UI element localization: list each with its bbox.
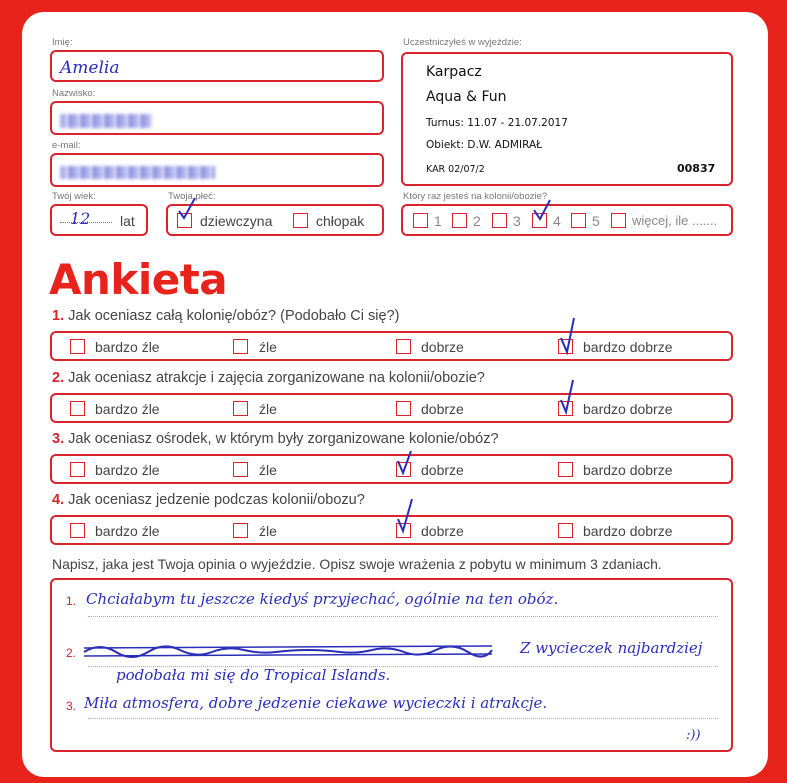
q1-option-very-bad: bardzo źle xyxy=(95,339,160,355)
q4-checkbox-very-good[interactable] xyxy=(558,523,573,538)
question-3-options xyxy=(50,454,733,484)
answer-line-2a: Z wycieczek najbardziej xyxy=(520,639,703,657)
question-1-number: 1. xyxy=(52,308,65,324)
question-2-number: 2. xyxy=(52,370,65,386)
age-field[interactable] xyxy=(50,204,148,236)
email-label: e-mail: xyxy=(52,140,81,151)
age-unit: lat xyxy=(120,213,135,229)
name-label: Imię: xyxy=(52,37,73,48)
email-field[interactable] xyxy=(50,153,384,187)
gender-checkbox-boy[interactable] xyxy=(293,213,308,228)
opinion-line-number-3: 3. xyxy=(66,699,77,713)
question-3-text: Jak oceniasz ośrodek, w którym były zorganizowane kolonie/obóz? xyxy=(68,431,499,447)
trip-number: 00837 xyxy=(677,162,716,175)
name-value: Amelia xyxy=(60,58,120,78)
times-check-mark xyxy=(531,198,553,224)
participated-label: Uczestniczyłeś w wyjeździe: xyxy=(403,37,522,48)
trip-turnus: Turnus: 11.07 - 21.07.2017 xyxy=(426,117,568,129)
opinion-line-number-2: 2. xyxy=(66,646,77,660)
q4-option-very-good: bardzo dobrze xyxy=(583,523,673,539)
times-checkbox-2[interactable] xyxy=(452,213,467,228)
q3-checkbox-very-bad[interactable] xyxy=(70,462,85,477)
question-2 xyxy=(52,370,485,386)
gender-label: Twoja płeć: xyxy=(168,191,216,202)
q2-option-good: dobrze xyxy=(421,401,464,417)
times-checkbox-1[interactable] xyxy=(413,213,428,228)
q1-option-bad: źle xyxy=(259,339,277,355)
gender-check-mark xyxy=(176,197,198,223)
age-label: Twój wiek: xyxy=(52,191,96,202)
question-1-text: Jak oceniasz całą kolonię/obóz? (Podobało Ci się?) xyxy=(68,308,400,324)
q4-option-good: dobrze xyxy=(421,523,464,539)
q4-checkbox-bad[interactable] xyxy=(233,523,248,538)
times-option-3: 3 xyxy=(513,213,521,229)
answer-line-1: Chciałabym tu jeszcze kiedyś przyjechać, ogólnie na ten obóz. xyxy=(86,590,559,608)
times-checkbox-3[interactable] xyxy=(492,213,507,228)
q4-check-mark xyxy=(395,497,417,537)
gender-field xyxy=(166,204,384,236)
answer-line-3: Miła atmosfera, dobre jedzenie ciekawe wycieczki i atrakcje. xyxy=(84,694,548,712)
q1-checkbox-good[interactable] xyxy=(396,339,411,354)
trip-code: KAR 02/07/2 xyxy=(426,164,485,175)
q2-checkbox-very-bad[interactable] xyxy=(70,401,85,416)
trip-info-box xyxy=(401,52,733,186)
surname-label: Nazwisko: xyxy=(52,88,96,99)
trip-place: Karpacz xyxy=(426,64,482,80)
q4-option-very-bad: bardzo źle xyxy=(95,523,160,539)
times-option-more: więcej, ile ....... xyxy=(632,213,718,228)
times-option-5: 5 xyxy=(592,213,600,229)
q4-checkbox-very-bad[interactable] xyxy=(70,523,85,538)
q2-checkbox-good[interactable] xyxy=(396,401,411,416)
name-field[interactable] xyxy=(50,50,384,82)
question-2-text: Jak oceniasz atrakcje i zajęcia zorganizowane na kolonii/obozie? xyxy=(68,370,485,386)
q2-option-very-good: bardzo dobrze xyxy=(583,401,673,417)
surname-redacted xyxy=(60,114,152,128)
q3-option-very-good: bardzo dobrze xyxy=(583,462,673,478)
opinion-line-3 xyxy=(88,718,718,719)
times-option-1: 1 xyxy=(434,213,442,229)
question-4-number: 4. xyxy=(52,492,65,508)
question-4-text: Jak oceniasz jedzenie podczas kolonii/obozu? xyxy=(68,492,365,508)
q1-checkbox-bad[interactable] xyxy=(233,339,248,354)
question-4-options xyxy=(50,515,733,545)
opinion-prompt: Napisz, jaka jest Twoja opinia o wyjeździe. Opisz swoje wrażenia z pobytu w minimum 3 zdaniach. xyxy=(52,556,662,572)
q1-check-mark xyxy=(558,316,580,356)
age-value: 12 xyxy=(70,209,91,228)
smiley: :)) xyxy=(686,728,701,743)
trip-obiekt: Obiekt: D.W. ADMIRAŁ xyxy=(426,139,543,151)
gender-option-boy: chłopak xyxy=(316,213,365,229)
times-checkbox-more[interactable] xyxy=(611,213,626,228)
times-field xyxy=(401,204,733,236)
q3-checkbox-very-good[interactable] xyxy=(558,462,573,477)
question-1 xyxy=(52,308,399,324)
email-redacted xyxy=(60,166,215,179)
times-option-4: 4 xyxy=(553,213,561,229)
question-2-options xyxy=(50,393,733,423)
opinion-line-1 xyxy=(88,616,718,617)
crossed-out-text xyxy=(80,638,500,664)
q3-check-mark xyxy=(395,447,417,479)
q3-option-very-bad: bardzo źle xyxy=(95,462,160,478)
times-label: Który raz jesteś na kolonii/obozie? xyxy=(403,191,548,202)
question-4 xyxy=(52,492,365,508)
q4-option-bad: źle xyxy=(259,523,277,539)
q1-checkbox-very-bad[interactable] xyxy=(70,339,85,354)
trip-program: Aqua & Fun xyxy=(426,89,507,105)
q2-check-mark xyxy=(558,378,580,418)
q2-option-bad: źle xyxy=(259,401,277,417)
question-3-number: 3. xyxy=(52,431,65,447)
times-checkbox-5[interactable] xyxy=(571,213,586,228)
q2-option-very-bad: bardzo źle xyxy=(95,401,160,417)
times-option-2: 2 xyxy=(473,213,481,229)
answer-line-2b: podobała mi się do Tropical Islands. xyxy=(116,666,391,684)
question-1-options xyxy=(50,331,733,361)
q3-option-good: dobrze xyxy=(421,462,464,478)
gender-option-girl: dziewczyna xyxy=(200,213,273,229)
q1-option-good: dobrze xyxy=(421,339,464,355)
question-3 xyxy=(52,431,499,447)
q2-checkbox-bad[interactable] xyxy=(233,401,248,416)
q1-option-very-good: bardzo dobrze xyxy=(583,339,673,355)
opinion-line-number-1: 1. xyxy=(66,594,77,608)
q3-option-bad: źle xyxy=(259,462,277,478)
surname-field[interactable] xyxy=(50,101,384,135)
survey-title: Ankieta xyxy=(49,255,228,304)
q3-checkbox-bad[interactable] xyxy=(233,462,248,477)
